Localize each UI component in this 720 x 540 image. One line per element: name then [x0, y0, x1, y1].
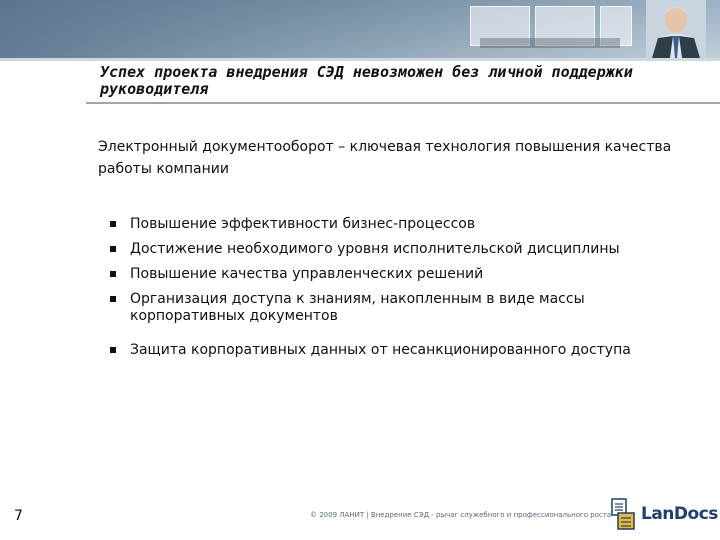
- title-underline: [86, 102, 720, 104]
- bullet-marker-icon: [110, 246, 116, 252]
- header-banner-photo: [0, 0, 720, 58]
- lead-statement: Электронный документооборот – ключевая технология повышения качества работы компании: [98, 139, 672, 177]
- list-item-text: Повышение качества управленческих решений: [130, 266, 484, 282]
- list-item: [110, 291, 670, 325]
- list-item: [110, 241, 670, 258]
- banner-divider: [0, 58, 720, 61]
- businessman-photo: [646, 0, 706, 58]
- list-item-text: Повышение эффективности бизнес-процессов: [130, 216, 476, 232]
- banner-desk: [480, 38, 620, 48]
- bullet-marker-icon: [110, 347, 116, 353]
- list-item: [110, 342, 670, 359]
- landocs-logo: [610, 497, 718, 531]
- list-item-text: Достижение необходимого уровня исполнительской дисциплины: [130, 241, 620, 257]
- list-item: [110, 266, 670, 283]
- bullet-list: [110, 216, 670, 359]
- footer-copyright: © 2009 ЛАНИТ | Внедрение СЭД - рычаг служебного и профессионального роста: [310, 511, 612, 519]
- list-item: [110, 216, 670, 233]
- bullet-marker-icon: [110, 296, 116, 302]
- list-item-text: Защита корпоративных данных от несанкционированного доступа: [130, 342, 631, 358]
- document-stack-icon: [610, 497, 640, 531]
- list-item-text: Организация доступа к знаниям, накопленным в виде массы корпоративных документов: [130, 291, 585, 324]
- slide-title: Успех проекта внедрения СЭД невозможен без личной поддержки руководителя: [100, 63, 633, 98]
- logo-wordmark: LanDocs: [641, 504, 718, 524]
- bullet-marker-icon: [110, 271, 116, 277]
- page-number: 7: [14, 508, 23, 524]
- bullet-marker-icon: [110, 221, 116, 227]
